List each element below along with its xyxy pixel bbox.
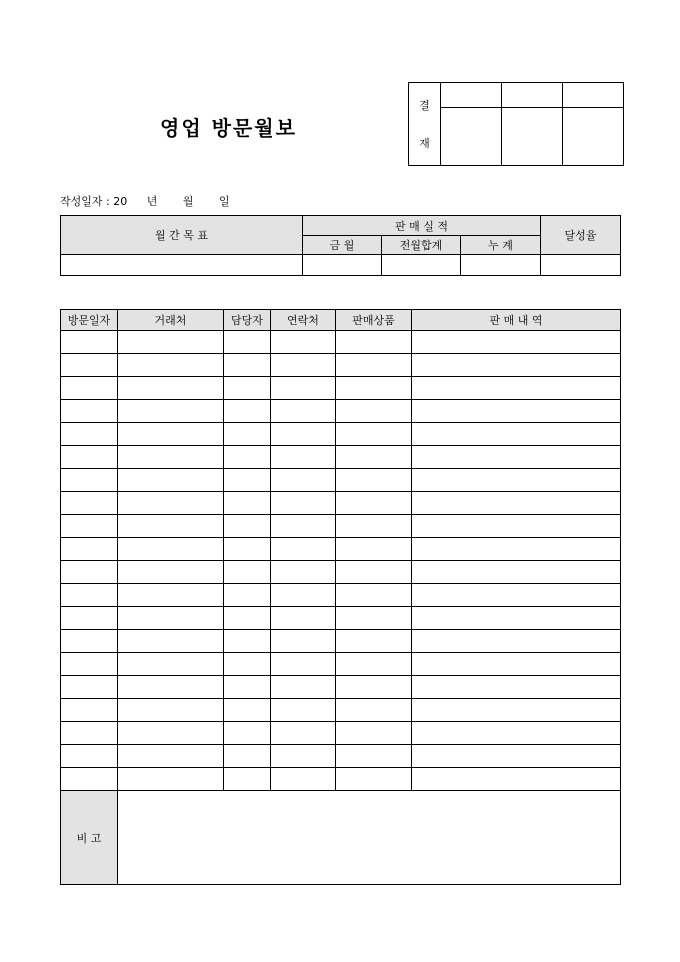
contact-cell[interactable]	[271, 538, 336, 561]
prev-total-header: 전월합계	[382, 236, 461, 255]
visit-table	[60, 309, 621, 885]
sales-details-cell[interactable]	[412, 515, 621, 538]
visit-date-cell[interactable]	[61, 676, 118, 699]
manager-header: 담당자	[224, 310, 271, 331]
visit-date-cell[interactable]	[61, 423, 118, 446]
approval-label	[409, 83, 441, 166]
visit-date-cell[interactable]	[61, 630, 118, 653]
manager-cell[interactable]	[224, 676, 271, 699]
sales-details-cell[interactable]	[412, 331, 621, 354]
client-cell[interactable]	[118, 446, 224, 469]
client-cell[interactable]	[118, 676, 224, 699]
manager-cell[interactable]	[224, 607, 271, 630]
sales-details-cell[interactable]	[412, 492, 621, 515]
date-line	[60, 193, 230, 209]
amount-value[interactable]	[303, 255, 382, 276]
contact-cell[interactable]	[271, 446, 336, 469]
client-cell[interactable]	[118, 745, 224, 768]
sales-details-cell[interactable]	[412, 400, 621, 423]
contact-cell[interactable]	[271, 630, 336, 653]
client-cell[interactable]	[118, 492, 224, 515]
product-cell[interactable]	[336, 607, 412, 630]
page-title: 영업 방문월보	[160, 116, 297, 140]
manager-cell[interactable]	[224, 538, 271, 561]
table-row	[61, 607, 621, 630]
contact-cell[interactable]	[271, 515, 336, 538]
sales-details-cell[interactable]	[412, 653, 621, 676]
manager-cell[interactable]	[224, 469, 271, 492]
sales-details-cell[interactable]	[412, 469, 621, 492]
client-cell[interactable]	[118, 377, 224, 400]
contact-cell[interactable]	[271, 676, 336, 699]
product-cell[interactable]	[336, 699, 412, 722]
product-cell[interactable]	[336, 331, 412, 354]
visit-date-cell[interactable]	[61, 331, 118, 354]
visit-date-cell[interactable]	[61, 561, 118, 584]
date-month: 월	[182, 195, 194, 208]
sales-details-cell[interactable]	[412, 446, 621, 469]
client-cell[interactable]	[118, 515, 224, 538]
sales-details-cell[interactable]	[412, 745, 621, 768]
client-cell[interactable]	[118, 331, 224, 354]
contact-cell[interactable]	[271, 722, 336, 745]
visit-date-cell[interactable]	[61, 607, 118, 630]
visit-date-header: 방문일자	[61, 310, 118, 331]
manager-cell[interactable]	[224, 400, 271, 423]
remark-label: 비 고	[61, 791, 118, 885]
visit-date-cell[interactable]	[61, 469, 118, 492]
table-row	[61, 538, 621, 561]
sales-details-cell[interactable]	[412, 676, 621, 699]
client-cell[interactable]	[118, 768, 224, 791]
contact-cell[interactable]	[271, 354, 336, 377]
approval-sign-cell[interactable]	[502, 108, 563, 166]
product-cell[interactable]	[336, 377, 412, 400]
table-row	[61, 469, 621, 492]
approval-header-cell[interactable]	[441, 83, 502, 108]
manager-cell[interactable]	[224, 515, 271, 538]
client-cell[interactable]	[118, 400, 224, 423]
sales-details-cell[interactable]	[412, 630, 621, 653]
visit-date-cell[interactable]	[61, 768, 118, 791]
monthly-target-header: 월 간 목 표	[61, 216, 303, 255]
product-cell[interactable]	[336, 745, 412, 768]
sales-details-cell[interactable]	[412, 584, 621, 607]
manager-cell[interactable]	[224, 630, 271, 653]
cumulative-header: 누 계	[461, 236, 541, 255]
manager-cell[interactable]	[224, 768, 271, 791]
manager-cell[interactable]	[224, 745, 271, 768]
sales-results-header: 판 매 실 적	[303, 216, 541, 236]
product-cell[interactable]	[336, 446, 412, 469]
visit-date-cell[interactable]	[61, 515, 118, 538]
product-cell[interactable]	[336, 653, 412, 676]
table-row	[61, 699, 621, 722]
achievement-header: 달성율	[541, 216, 621, 255]
sales-details-cell[interactable]	[412, 561, 621, 584]
sales-details-cell[interactable]	[412, 423, 621, 446]
contact-cell[interactable]	[271, 768, 336, 791]
contact-cell[interactable]	[271, 400, 336, 423]
client-cell[interactable]	[118, 538, 224, 561]
contact-cell[interactable]	[271, 653, 336, 676]
product-cell[interactable]	[336, 561, 412, 584]
table-row	[61, 768, 621, 791]
table-row	[61, 561, 621, 584]
product-cell[interactable]	[336, 630, 412, 653]
sales-details-cell[interactable]	[412, 377, 621, 400]
client-cell[interactable]	[118, 699, 224, 722]
manager-cell[interactable]	[224, 699, 271, 722]
contact-cell[interactable]	[271, 745, 336, 768]
product-cell[interactable]	[336, 515, 412, 538]
approval-box	[408, 82, 624, 166]
date-label: 작성일자 : 20	[60, 195, 128, 208]
cumulative-value[interactable]	[461, 255, 541, 276]
product-cell[interactable]	[336, 676, 412, 699]
achievement-value[interactable]	[541, 255, 621, 276]
manager-cell[interactable]	[224, 331, 271, 354]
client-cell[interactable]	[118, 584, 224, 607]
client-cell[interactable]	[118, 653, 224, 676]
product-cell[interactable]	[336, 584, 412, 607]
prev-total-value[interactable]	[382, 255, 461, 276]
manager-cell[interactable]	[224, 354, 271, 377]
table-row	[61, 377, 621, 400]
table-row	[61, 446, 621, 469]
table-row	[61, 676, 621, 699]
table-row	[61, 331, 621, 354]
table-row	[61, 584, 621, 607]
contact-header: 연락처	[271, 310, 336, 331]
client-cell[interactable]	[118, 423, 224, 446]
performance-table	[60, 215, 621, 276]
sales-details-cell[interactable]	[412, 538, 621, 561]
monthly-target-value[interactable]	[61, 255, 303, 276]
product-header: 판매상품	[336, 310, 412, 331]
visit-date-cell[interactable]	[61, 446, 118, 469]
sales-details-cell[interactable]	[412, 768, 621, 791]
sales-details-cell[interactable]	[412, 607, 621, 630]
product-cell[interactable]	[336, 423, 412, 446]
table-row	[61, 515, 621, 538]
table-row	[61, 653, 621, 676]
visit-date-cell[interactable]	[61, 699, 118, 722]
client-cell[interactable]	[118, 630, 224, 653]
visit-date-cell[interactable]	[61, 722, 118, 745]
visit-date-cell[interactable]	[61, 745, 118, 768]
client-cell[interactable]	[118, 607, 224, 630]
product-cell[interactable]	[336, 469, 412, 492]
visit-date-cell[interactable]	[61, 400, 118, 423]
client-cell[interactable]	[118, 354, 224, 377]
date-year: 년	[146, 195, 158, 208]
contact-cell[interactable]	[271, 492, 336, 515]
visit-date-cell[interactable]	[61, 354, 118, 377]
manager-cell[interactable]	[224, 377, 271, 400]
sales-details-cell[interactable]	[412, 722, 621, 745]
client-header: 거래처	[118, 310, 224, 331]
table-row	[61, 423, 621, 446]
table-row	[61, 354, 621, 377]
product-cell[interactable]	[336, 492, 412, 515]
visit-date-cell[interactable]	[61, 492, 118, 515]
table-row	[61, 722, 621, 745]
manager-cell[interactable]	[224, 584, 271, 607]
client-cell[interactable]	[118, 469, 224, 492]
product-cell[interactable]	[336, 538, 412, 561]
product-cell[interactable]	[336, 354, 412, 377]
product-cell[interactable]	[336, 768, 412, 791]
approval-sign-cell[interactable]	[441, 108, 502, 166]
contact-cell[interactable]	[271, 584, 336, 607]
approval-header-cell[interactable]	[502, 83, 563, 108]
visit-date-cell[interactable]	[61, 584, 118, 607]
contact-cell[interactable]	[271, 607, 336, 630]
visit-date-cell[interactable]	[61, 653, 118, 676]
date-day: 일	[218, 195, 230, 208]
table-row	[61, 400, 621, 423]
visit-date-cell[interactable]	[61, 538, 118, 561]
approval-sign-cell[interactable]	[563, 108, 624, 166]
contact-cell[interactable]	[271, 469, 336, 492]
client-cell[interactable]	[118, 561, 224, 584]
contact-cell[interactable]	[271, 423, 336, 446]
manager-cell[interactable]	[224, 653, 271, 676]
table-row	[61, 492, 621, 515]
contact-cell[interactable]	[271, 331, 336, 354]
product-cell[interactable]	[336, 400, 412, 423]
client-cell[interactable]	[118, 722, 224, 745]
approval-header-cell[interactable]	[563, 83, 624, 108]
approval-label-top: 결	[419, 99, 430, 112]
table-row	[61, 745, 621, 768]
sales-details-cell[interactable]	[412, 699, 621, 722]
visit-rows	[61, 331, 621, 791]
manager-cell[interactable]	[224, 561, 271, 584]
remark-field[interactable]	[118, 791, 621, 885]
manager-cell[interactable]	[224, 423, 271, 446]
amount-header: 금 월	[303, 236, 382, 255]
approval-label-bottom: 재	[419, 137, 430, 150]
manager-cell[interactable]	[224, 492, 271, 515]
contact-cell[interactable]	[271, 561, 336, 584]
contact-cell[interactable]	[271, 377, 336, 400]
product-cell[interactable]	[336, 722, 412, 745]
manager-cell[interactable]	[224, 722, 271, 745]
sales-details-cell[interactable]	[412, 354, 621, 377]
contact-cell[interactable]	[271, 699, 336, 722]
manager-cell[interactable]	[224, 446, 271, 469]
visit-date-cell[interactable]	[61, 377, 118, 400]
table-row	[61, 630, 621, 653]
sales-details-header: 판 매 내 역	[412, 310, 621, 331]
